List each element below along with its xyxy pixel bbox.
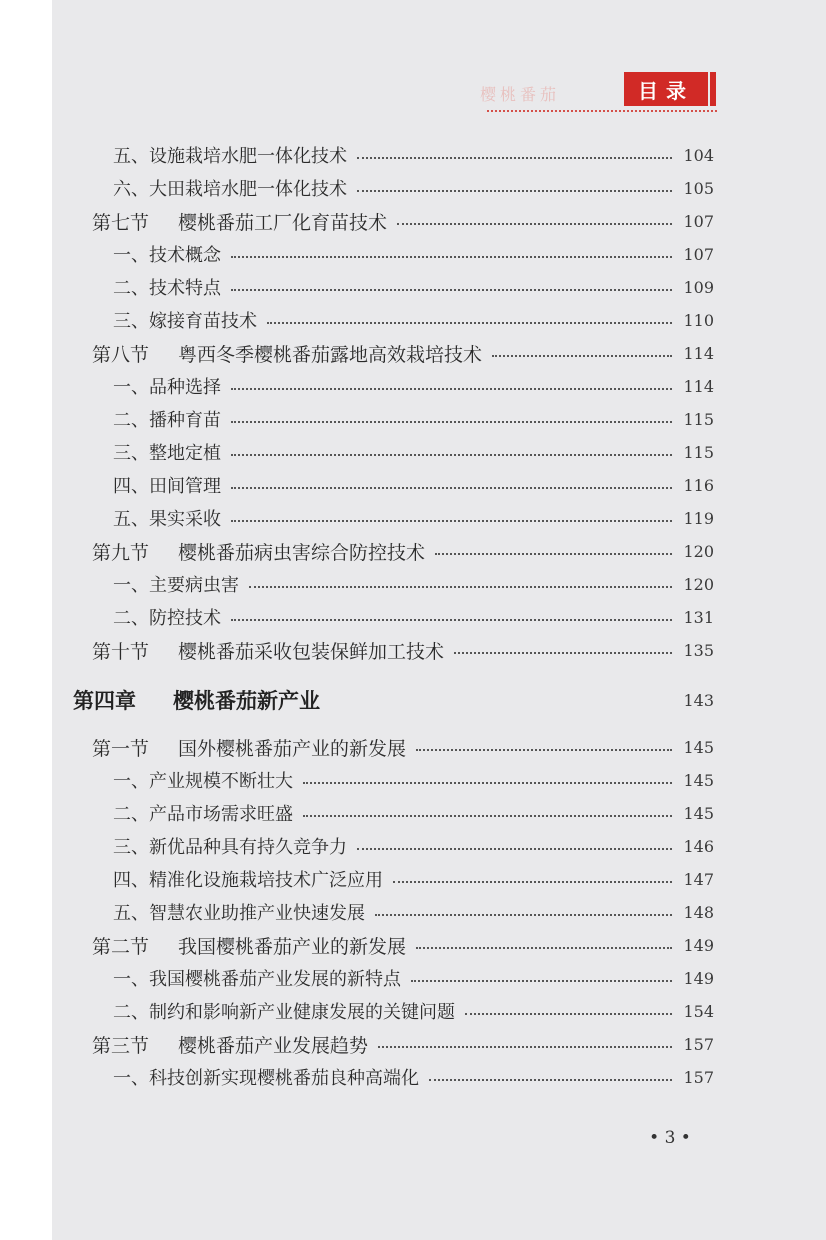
toc-page-number: 104 [683,145,714,165]
header-faint-text: 樱桃番茄 [480,85,561,104]
section-number: 第八节 [92,343,150,366]
toc-entry-title [113,142,347,168]
dot-leader [267,322,672,324]
toc-entry-title [92,932,406,959]
toc-entry-title [113,571,239,597]
toc-section-entry[interactable] [92,1029,714,1059]
section-number: 第十节 [92,640,150,663]
toc-entry-title [113,800,293,826]
section-number: 第三节 [92,1034,150,1057]
toc-entry-label: 粤西冬季樱桃番茄露地高效栽培技术 [178,343,483,366]
toc-item-entry[interactable] [113,569,714,599]
toc-entry-title [92,538,425,565]
toc-page-number: 120 [683,541,714,561]
toc-entry-title [113,998,455,1024]
toc-entry-title [113,439,221,465]
dot-leader [231,487,672,489]
toc-entry-title [113,175,347,201]
toc-page-number: 107 [683,211,714,231]
toc-item-entry[interactable] [113,996,714,1026]
page-folio: • 3 • [649,1128,691,1148]
toc-entry-title [92,208,387,235]
toc-entry-label: 一、技术概念 [113,245,221,266]
toc-page-number: 145 [683,803,714,823]
toc-page-number: 109 [683,277,714,297]
toc-item-entry[interactable] [113,140,714,170]
toc-page-number: 107 [683,244,714,264]
dot-leader [416,749,672,751]
toc-section-entry[interactable] [92,536,714,566]
toc-page-number: 157 [683,1067,714,1087]
chapter-title: 樱桃番茄新产业 [173,689,320,713]
toc-entry-title [92,1031,368,1058]
dot-leader [465,1013,672,1015]
toc-page-number: 110 [683,310,714,330]
dot-leader [357,157,672,159]
dot-leader [303,815,672,817]
dot-leader [357,848,672,850]
dot-leader [397,223,672,225]
toc-entry-label: 樱桃番茄病虫害综合防控技术 [178,541,426,564]
chapter-page-number: 143 [683,690,714,710]
toc-item-entry[interactable] [113,1062,714,1092]
toc-entry-label: 一、科技创新实现樱桃番茄良种高端化 [113,1068,419,1089]
toc-entry-label: 樱桃番茄工厂化育苗技术 [178,211,388,234]
toc-entry-label: 一、产业规模不断壮大 [113,771,293,792]
toc-page-number: 114 [683,343,714,363]
dot-leader [375,914,672,916]
toc-entry-label: 一、我国樱桃番茄产业发展的新特点 [113,969,401,990]
toc-entry-label: 我国樱桃番茄产业的新发展 [178,935,407,958]
toc-item-entry[interactable] [113,239,714,269]
toc-entry-label: 二、技术特点 [113,278,221,299]
toc-page-number: 145 [683,737,714,757]
toc-item-entry[interactable] [113,305,714,335]
toc-entry-title [113,767,293,793]
toc-item-entry[interactable] [113,470,714,500]
toc-item-entry[interactable] [113,503,714,533]
toc-entry-label: 樱桃番茄采收包装保鲜加工技术 [178,640,445,663]
toc-entry-title [92,637,444,664]
toc-page-number: 146 [683,836,714,856]
toc-entry-title [92,340,482,367]
toc-item-entry[interactable] [113,864,714,894]
toc-entry-label: 三、整地定植 [113,443,221,464]
toc-entry-title [113,274,221,300]
toc-entry-label: 三、新优品种具有持久竞争力 [113,837,347,858]
toc-entry-label: 二、制约和影响新产业健康发展的关键问题 [113,1002,455,1023]
toc-section-entry[interactable] [92,732,714,762]
toc-entry-label: 二、播种育苗 [113,410,221,431]
toc-page-number: 145 [683,770,714,790]
toc-entry-label: 五、果实采收 [113,509,221,530]
dot-leader [231,388,672,390]
toc-section-entry[interactable] [92,930,714,960]
toc-entry-title [113,307,257,333]
toc-entry-title [113,866,383,892]
toc-entry-title [113,505,221,531]
dot-leader [378,1046,672,1048]
toc-entry-title [113,406,221,432]
toc-entry-label: 二、防控技术 [113,608,221,629]
toc-entry-title [113,965,401,991]
toc-page-number: 115 [683,409,714,429]
section-number: 第七节 [92,211,150,234]
chapter-number: 第四章 [73,689,136,713]
toc-page-number: 148 [683,902,714,922]
toc-page-number: 154 [683,1001,714,1021]
toc-item-entry[interactable] [113,437,714,467]
toc-entry-label: 二、产品市场需求旺盛 [113,804,293,825]
toc-page-number: 120 [683,574,714,594]
dot-leader [393,881,672,883]
toc-entry-label: 四、田间管理 [113,476,221,497]
toc-section-entry[interactable] [92,206,714,236]
toc-page-number: 115 [683,442,714,462]
toc-header-label: 目录 [624,72,708,106]
dot-leader [231,421,672,423]
toc-item-entry[interactable] [113,798,714,828]
dot-leader [231,454,672,456]
toc-page-number: 149 [683,935,714,955]
section-number: 第一节 [92,737,150,760]
dot-leader [429,1079,672,1081]
toc-entry-title [113,899,365,925]
toc-page-number: 147 [683,869,714,889]
toc-entry-title [113,472,221,498]
toc-page-number: 116 [683,475,714,495]
toc-entry-label: 一、主要病虫害 [113,575,239,596]
chapter-heading[interactable] [73,683,714,717]
dot-leader [357,190,672,192]
toc-page-number: 157 [683,1034,714,1054]
toc-item-entry[interactable] [113,765,714,795]
toc-entry-label: 五、智慧农业助推产业快速发展 [113,903,365,924]
toc-section-entry[interactable] [92,635,714,665]
dot-leader [435,553,672,555]
toc-entry-title [113,1064,419,1090]
toc-page-number: 105 [683,178,714,198]
toc-item-entry[interactable] [113,963,714,993]
dot-leader [411,980,672,982]
toc-entry-label: 六、大田栽培水肥一体化技术 [113,179,347,200]
section-number: 第二节 [92,935,150,958]
toc-item-entry[interactable] [113,602,714,632]
toc-item-entry[interactable] [113,173,714,203]
toc-item-entry[interactable] [113,272,714,302]
toc-page-number: 131 [683,607,714,627]
toc-page-number: 149 [683,968,714,988]
dot-leader [454,652,672,654]
dot-leader [416,947,672,949]
toc-entry-label: 国外樱桃番茄产业的新发展 [178,737,407,760]
dot-leader [492,355,672,357]
toc-item-entry[interactable] [113,404,714,434]
toc-entry-title [113,241,221,267]
toc-item-entry[interactable] [113,831,714,861]
dot-leader [231,289,672,291]
dot-leader [231,619,672,621]
toc-entry-label: 五、设施栽培水肥一体化技术 [113,146,347,167]
toc-entry-title [113,373,221,399]
toc-item-entry[interactable] [113,897,714,927]
dot-leader [303,782,672,784]
toc-entry-label: 樱桃番茄产业发展趋势 [178,1034,369,1057]
toc-section-entry[interactable] [92,338,714,368]
toc-entry-label: 三、嫁接育苗技术 [113,311,257,332]
dot-leader [249,586,672,588]
toc-entry-title [113,833,347,859]
toc-page-number: 114 [683,376,714,396]
section-number: 第九节 [92,541,150,564]
toc-item-entry[interactable] [113,371,714,401]
toc-entry-title [92,734,406,761]
toc-entry-label: 四、精准化设施栽培技术广泛应用 [113,870,383,891]
toc-entry-title [113,604,221,630]
dot-leader [231,520,672,522]
toc-page-number: 119 [683,508,714,528]
dot-leader [231,256,672,258]
toc-page-number: 135 [683,640,714,660]
toc-entry-label: 一、品种选择 [113,377,221,398]
